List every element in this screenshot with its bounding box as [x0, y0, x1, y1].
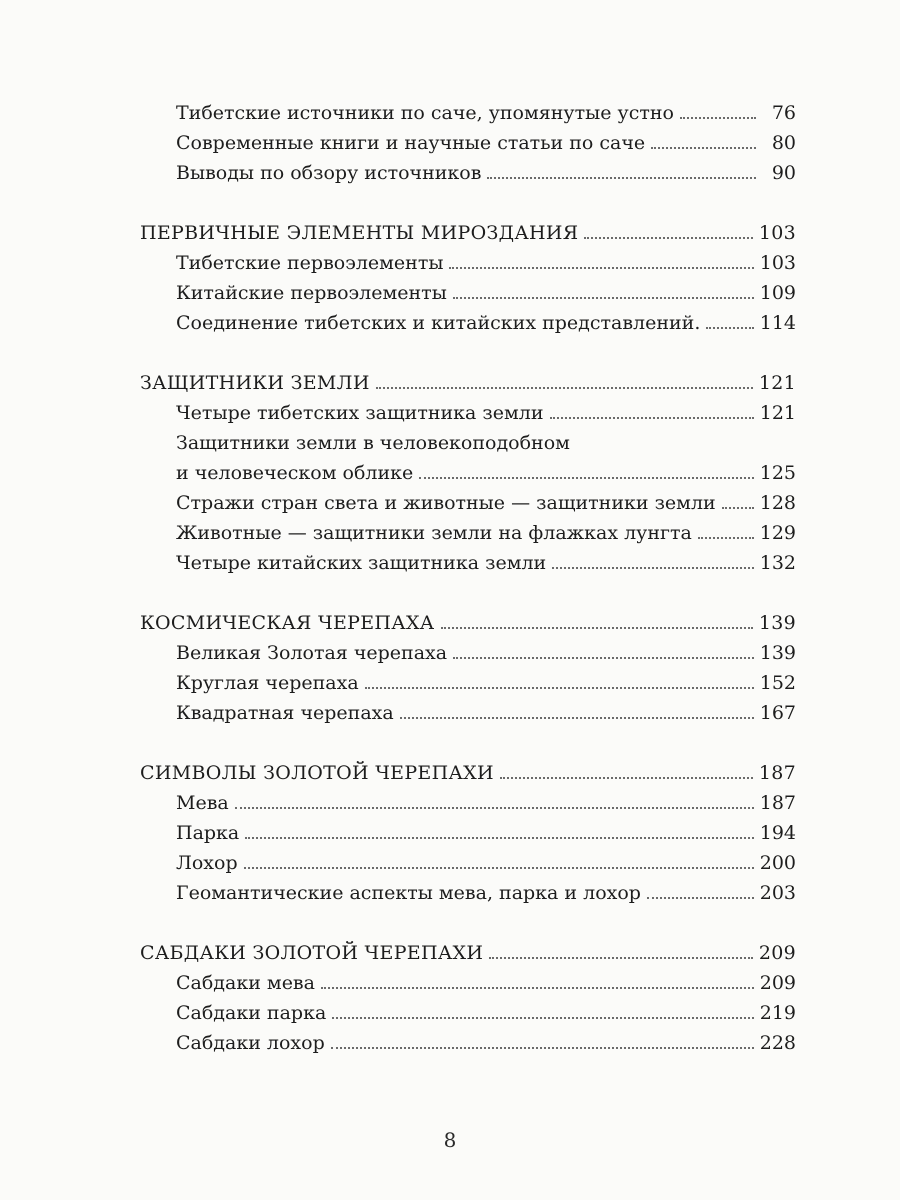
toc-chapter-entry[interactable] [140, 218, 796, 248]
toc-subsection-entry[interactable] [140, 428, 796, 458]
toc-entry-page-number: 103 [758, 222, 796, 244]
section-gap [140, 908, 796, 938]
toc-entry-title: Сабдаки мева [176, 972, 315, 994]
dot-leader [376, 387, 753, 389]
toc-entry-page-number: 125 [759, 462, 796, 484]
toc-entry-title: Тибетские источники по саче, упомянутые устно [176, 102, 674, 124]
dot-leader [332, 1017, 753, 1019]
toc-entry-title: Сабдаки парка [176, 1002, 327, 1024]
toc-section [140, 368, 796, 578]
dot-leader [487, 177, 756, 179]
section-gap [140, 578, 796, 608]
toc-entry-page-number: 114 [759, 312, 796, 334]
toc-subsection-entry[interactable] [140, 698, 796, 728]
dot-leader [500, 777, 753, 779]
toc-subsection-entry[interactable] [140, 98, 796, 128]
toc-section [140, 938, 796, 1058]
toc-entry-page-number: 194 [759, 822, 796, 844]
toc-subsection-entry[interactable] [140, 398, 796, 428]
toc-entry-title: Китайские первоэлементы [176, 282, 447, 304]
toc-entry-title: Соединение тибетских и китайских представлений. [176, 312, 701, 334]
toc-chapter-entry[interactable] [140, 938, 796, 968]
toc-entry-page-number: 167 [759, 702, 796, 724]
toc-entry-page-number: 228 [759, 1032, 796, 1054]
toc-entry-title: Защитники земли в человекоподобном [176, 432, 570, 454]
toc-subsection-entry[interactable] [140, 128, 796, 158]
toc-entry-title: Животные — защитники земли на флажках лунгта [176, 522, 692, 544]
toc-entry-title: Квадратная черепаха [176, 702, 394, 724]
toc-entry-title: Мева [176, 792, 229, 814]
toc-subsection-entry[interactable] [140, 158, 796, 188]
dot-leader [552, 567, 754, 569]
toc-entry-title: ЗАЩИТНИКИ ЗЕМЛИ [140, 372, 370, 394]
dot-leader [453, 657, 754, 659]
toc-entry-title: Лохор [176, 852, 238, 874]
toc-subsection-entry[interactable] [140, 1028, 796, 1058]
toc-entry-title: КОСМИЧЕСКАЯ ЧЕРЕПАХА [140, 612, 435, 634]
toc-subsection-entry[interactable] [140, 968, 796, 998]
section-gap [140, 728, 796, 758]
toc-chapter-entry[interactable] [140, 368, 796, 398]
dot-leader [550, 417, 754, 419]
toc-subsection-entry[interactable] [140, 788, 796, 818]
toc-subsection-entry[interactable] [140, 818, 796, 848]
toc-entry-title: Великая Золотая черепаха [176, 642, 448, 664]
toc-subsection-entry[interactable] [140, 308, 796, 338]
dot-leader [441, 627, 753, 629]
toc-section [140, 218, 796, 338]
toc-entry-page-number: 187 [758, 762, 796, 784]
dot-leader [698, 537, 754, 539]
toc-entry-page-number: 90 [771, 162, 796, 184]
dot-leader [365, 687, 754, 689]
toc-entry-page-number: 139 [758, 612, 796, 634]
toc-entry-page-number: 219 [759, 1002, 796, 1024]
dot-leader [722, 507, 754, 509]
toc-entry-page-number: 200 [759, 852, 796, 874]
toc-entry-title: САБДАКИ ЗОЛОТОЙ ЧЕРЕПАХИ [140, 942, 484, 964]
toc-subsection-entry[interactable] [140, 248, 796, 278]
toc-entry-page-number: 76 [771, 102, 796, 124]
dot-leader [400, 717, 754, 719]
dot-leader [331, 1047, 754, 1049]
toc-entry-title: Выводы по обзору источников [176, 162, 482, 184]
dot-leader [419, 477, 753, 479]
toc-entry-title: СИМВОЛЫ ЗОЛОТОЙ ЧЕРЕПАХИ [140, 762, 494, 784]
toc-entry-page-number: 121 [759, 402, 796, 424]
toc-entry-title: Тибетские первоэлементы [176, 252, 444, 274]
toc-subsection-entry[interactable] [140, 998, 796, 1028]
toc-entry-page-number: 109 [759, 282, 796, 304]
toc-section [140, 608, 796, 728]
dot-leader [235, 807, 754, 809]
toc-entry-title: Парка [176, 822, 240, 844]
dot-leader [244, 867, 754, 869]
dot-leader [647, 897, 754, 899]
toc-entry-page-number: 152 [759, 672, 796, 694]
toc-entry-continuation[interactable] [140, 458, 796, 488]
toc-subsection-entry[interactable] [140, 848, 796, 878]
toc-entry-title: Четыре тибетских защитника земли [176, 402, 544, 424]
toc-chapter-entry[interactable] [140, 608, 796, 638]
toc-entry-title: Сабдаки лохор [176, 1032, 325, 1054]
toc-entry-title: Геомантические аспекты мева, парка и лохор [176, 882, 641, 904]
toc-subsection-entry[interactable] [140, 548, 796, 578]
toc-entry-title: ПЕРВИЧНЫЕ ЭЛЕМЕНТЫ МИРОЗДАНИЯ [140, 222, 579, 244]
toc-subsection-entry[interactable] [140, 878, 796, 908]
toc-entry-title: Четыре китайских защитника земли [176, 552, 547, 574]
toc-entry-page-number: 121 [758, 372, 796, 394]
section-gap [140, 338, 796, 368]
toc-subsection-entry[interactable] [140, 278, 796, 308]
dot-leader [584, 237, 752, 239]
toc-entry-page-number: 128 [759, 492, 796, 514]
dot-leader [489, 957, 753, 959]
toc-subsection-entry[interactable] [140, 668, 796, 698]
toc-subsection-entry[interactable] [140, 638, 796, 668]
dot-leader [321, 987, 754, 989]
table-of-contents [140, 98, 796, 1058]
dot-leader [453, 297, 754, 299]
dot-leader [245, 837, 753, 839]
toc-entry-title: и человеческом облике [176, 462, 414, 484]
toc-entry-title: Современные книги и научные статьи по саче [176, 132, 646, 154]
section-gap [140, 188, 796, 218]
toc-section [140, 98, 796, 188]
dot-leader [706, 327, 753, 329]
toc-entry-page-number: 139 [759, 642, 796, 664]
dot-leader [680, 117, 756, 119]
toc-entry-page-number: 129 [759, 522, 796, 544]
toc-entry-title: Стражи стран света и животные — защитники земли [176, 492, 716, 514]
toc-entry-page-number: 132 [759, 552, 796, 574]
toc-entry-page-number: 209 [758, 942, 796, 964]
toc-entry-page-number: 209 [759, 972, 796, 994]
toc-chapter-entry[interactable] [140, 758, 796, 788]
dot-leader [449, 267, 753, 269]
toc-entry-page-number: 80 [771, 132, 796, 154]
toc-subsection-entry[interactable] [140, 488, 796, 518]
toc-subsection-entry[interactable] [140, 518, 796, 548]
toc-entry-page-number: 103 [759, 252, 796, 274]
toc-section [140, 758, 796, 908]
toc-entry-title: Круглая черепаха [176, 672, 359, 694]
toc-entry-page-number: 187 [759, 792, 796, 814]
dot-leader [651, 147, 756, 149]
page-number: 8 [443, 1128, 457, 1152]
toc-entry-page-number: 203 [759, 882, 796, 904]
